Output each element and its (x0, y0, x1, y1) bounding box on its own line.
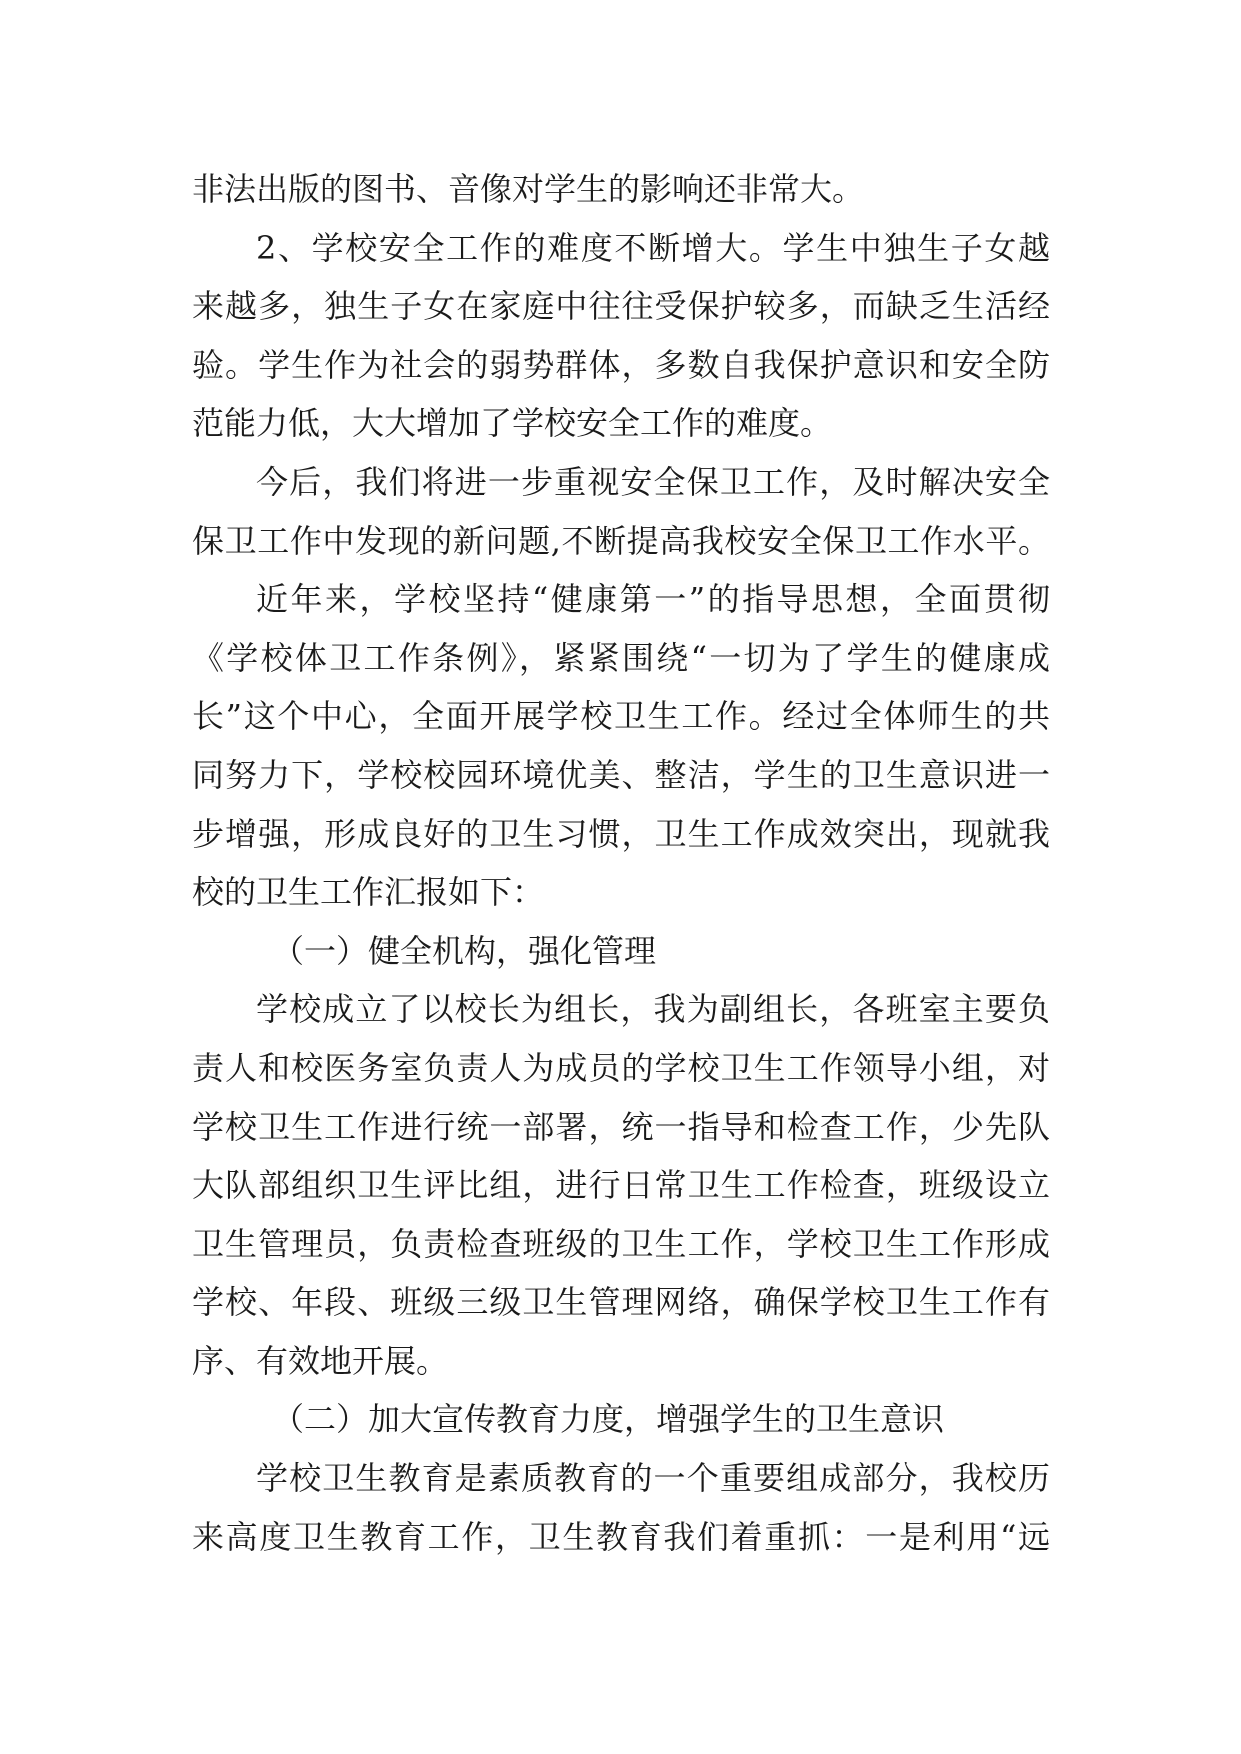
text-line: 步增强，形成良好的卫生习惯，卫生工作成效突出，现就我 (192, 814, 1050, 853)
text-line: 校的卫生工作汇报如下： (192, 873, 545, 912)
text-line: 来越多，独生子女在家庭中往往受保护较多，而缺乏生活经 (192, 287, 1050, 326)
text-line: 学校、年段、班级三级卫生管理网络，确保学校卫生工作有 (192, 1283, 1050, 1322)
text-line: 验。学生作为社会的弱势群体，多数自我保护意识和安全防 (192, 345, 1050, 384)
text-line: 学校卫生教育是素质教育的一个重要组成部分，我校历 (256, 1459, 1050, 1498)
text-line: 保卫工作中发现的新问题,不断提高我校安全保卫工作水平。 (192, 521, 1050, 560)
text-line: 非法出版的图书、音像对学生的影响还非常大。 (192, 170, 865, 208)
text-line: 来高度卫生教育工作，卫生教育我们着重抓：一是利用“远 (192, 1517, 1050, 1556)
text-line: 2、学校安全工作的难度不断增大。学生中独生子女越 (256, 228, 1050, 267)
text-line: 学校成立了以校长为组长，我为副组长，各班室主要负 (256, 990, 1050, 1029)
text-line: 责人和校医务室负责人为成员的学校卫生工作领导小组，对 (192, 1048, 1050, 1087)
text-line: 卫生管理员，负责检查班级的卫生工作，学校卫生工作形成 (192, 1224, 1050, 1263)
text-line: 长”这个中心，全面开展学校卫生工作。经过全体师生的共 (192, 697, 1050, 736)
document-body (192, 160, 1050, 1566)
text-line: 近年来，学校坚持“健康第一”的指导思想，全面贯彻 (256, 580, 1050, 619)
section-heading: （二）加大宣传教育力度，增强学生的卫生意识 (272, 1400, 945, 1439)
text-line: 今后，我们将进一步重视安全保卫工作，及时解决安全 (256, 462, 1050, 501)
text-line: 序、有效地开展。 (192, 1341, 449, 1380)
text-line: 大队部组织卫生评比组，进行日常卫生工作检查，班级设立 (192, 1166, 1050, 1205)
section-heading: （一）健全机构，强化管理 (272, 931, 657, 970)
text-line: 范能力低，大大增加了学校安全工作的难度。 (192, 404, 833, 443)
text-line: 《学校体卫工作条例》，紧紧围绕“一切为了学生的健康成 (192, 638, 1050, 677)
text-line: 同努力下，学校校园环境优美、整洁，学生的卫生意识进一 (192, 755, 1050, 794)
text-line: 学校卫生工作进行统一部署，统一指导和检查工作，少先队 (192, 1107, 1050, 1146)
